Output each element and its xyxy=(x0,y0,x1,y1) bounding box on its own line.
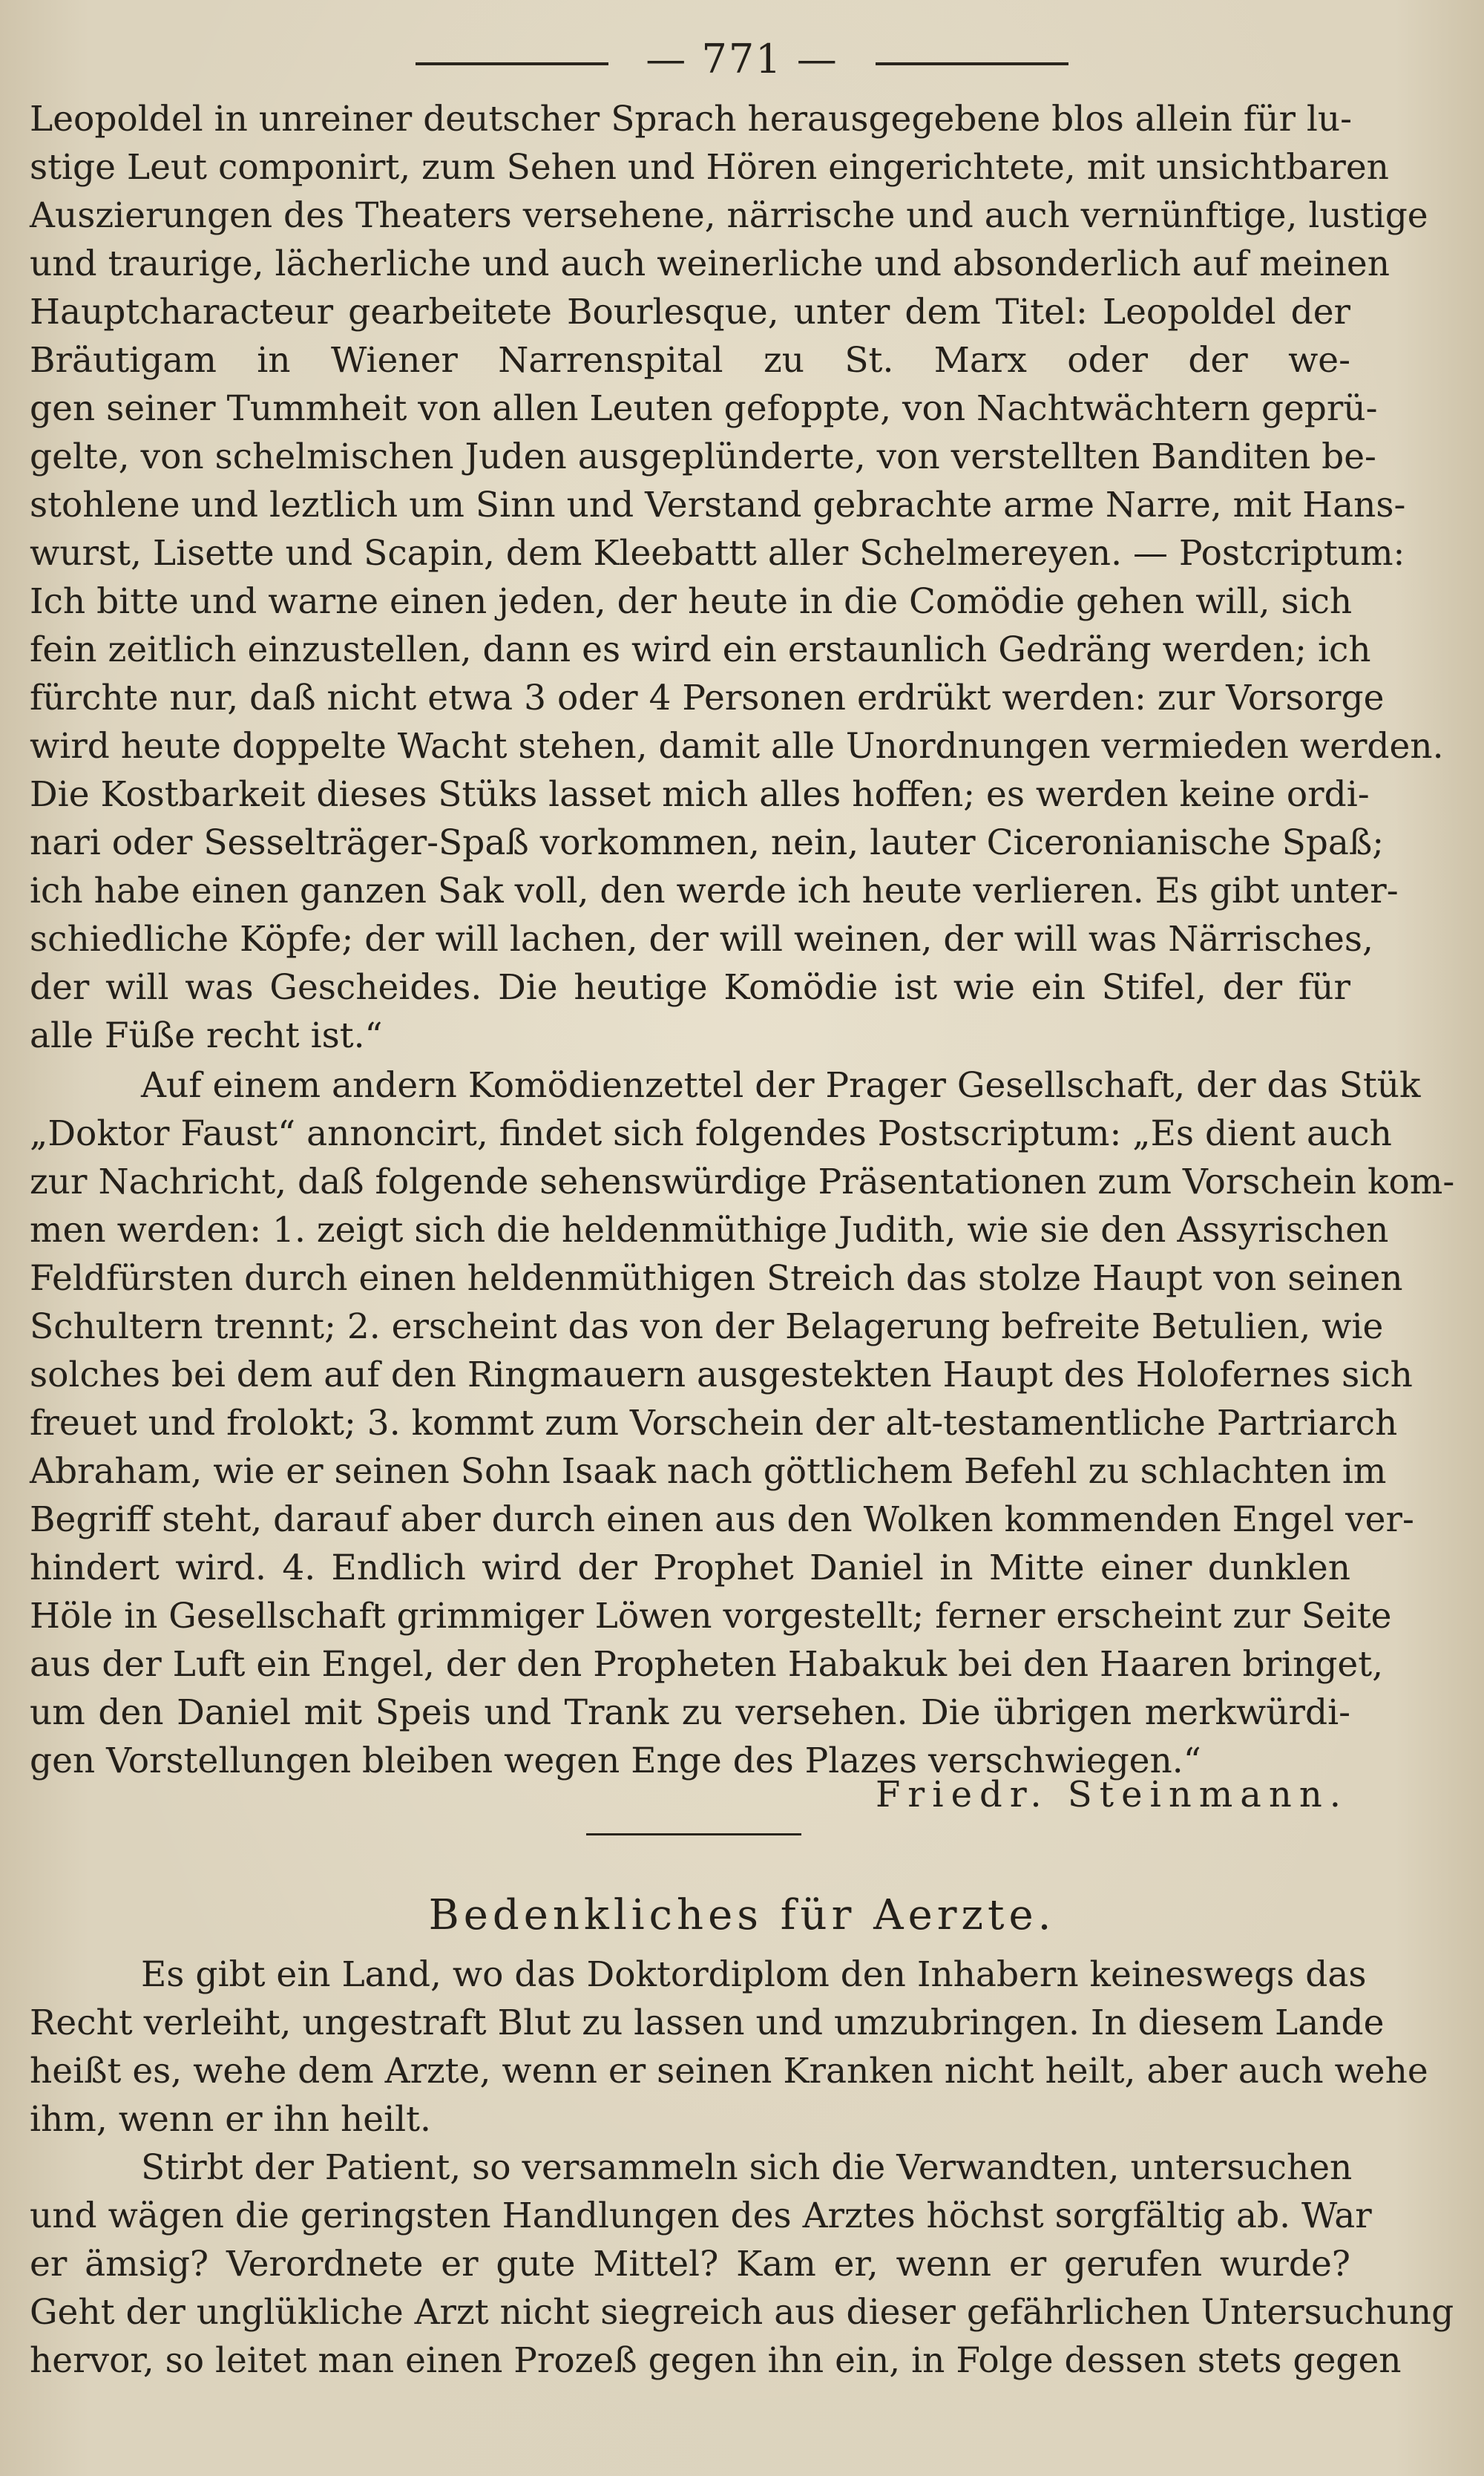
text-line: gen Vorstellungen bleiben wegen Enge des Plazes verschwiegen.“ xyxy=(30,1740,1201,1781)
text-line: fürchte nur, daß nicht etwa 3 oder 4 Personen erdrükt werden: zur Vorsorge xyxy=(30,678,1385,718)
text-line: wurst, Lisette und Scapin, dem Kleebattt aller Schelmereyen. — Postcriptum: xyxy=(30,533,1405,574)
text-line: Schultern trennt; 2. erscheint das von der Belagerung befreite Betulien, wie xyxy=(30,1306,1384,1347)
text-line: heißt es, wehe dem Arzte, wenn er seinen Kranken nicht heilt, aber auch wehe xyxy=(30,2051,1428,2092)
text-line: um den Daniel mit Speis und Trank zu versehen. Die übrigen merkwürdi- xyxy=(30,1692,1350,1733)
article1-paragraph-2 xyxy=(30,1061,1455,1785)
text-line: Recht verleiht, ungestraft Blut zu lassen und umzubringen. In diesem Lande xyxy=(30,2002,1385,2043)
text-line: stohlene und leztlich um Sinn und Verstand gebrachte arme Narre, mit Hans- xyxy=(30,485,1406,525)
text-line: hervor, so leitet man einen Prozeß gegen ihn ein, in Folge dessen stets gegen xyxy=(30,2340,1402,2381)
text-line: wird heute doppelte Wacht stehen, damit alle Unordnungen vermieden werden. xyxy=(30,726,1444,767)
section-divider xyxy=(586,1833,801,1835)
text-line: Geht der unglükliche Arzt nicht siegreich aus dieser gefährlichen Untersuchung xyxy=(30,2292,1454,2333)
text-line: Abraham, wie er seinen Sohn Isaak nach göttlichem Befehl zu schlachten im xyxy=(30,1451,1387,1492)
text-line: nari oder Sesselträger-Spaß vorkommen, nein, lauter Ciceronianische Spaß; xyxy=(30,822,1385,863)
text-line: Höle in Gesellschaft grimmiger Löwen vorgestellt; ferner erscheint zur Seite xyxy=(30,1596,1392,1637)
text-line: zur Nachricht, daß folgende sehenswürdige Präsentationen zum Vorschein kom- xyxy=(30,1162,1455,1202)
article2-body xyxy=(30,1951,1454,2385)
text-line: solches bei dem auf den Ringmauern ausgestekten Haupt des Holofernes sich xyxy=(30,1355,1413,1395)
text-line: schiedliche Köpfe; der will lachen, der will weinen, der will was Närrisches, xyxy=(30,919,1373,960)
article-heading: Bedenkliches für Aerzte. xyxy=(428,1891,1056,1939)
text-line: der will was Gescheides. Die heutige Komödie ist wie ein Stifel, der für xyxy=(30,967,1350,1008)
text-line: und traurige, lächerliche und auch weinerliche und absonderlich auf meinen xyxy=(30,243,1390,284)
text-line: aus der Luft ein Engel, der den Propheten Habakuk bei den Haaren bringet, xyxy=(30,1644,1384,1685)
text-line: alle Füße recht ist.“ xyxy=(30,1015,383,1056)
text-line: Auf einem andern Komödienzettel der Prager Gesellschaft, der das Stük xyxy=(141,1065,1421,1106)
text-line: gen seiner Tummheit von allen Leuten gefoppte, von Nachtwächtern geprü- xyxy=(30,388,1378,429)
text-line: Begriff steht, darauf aber durch einen aus den Wolken kommenden Engel ver- xyxy=(30,1499,1414,1540)
text-line: stige Leut componirt, zum Sehen und Hören eingerichtete, mit unsichtbaren xyxy=(30,147,1389,188)
text-line: fein zeitlich einzustellen, dann es wird ein erstaunlich Gedräng werden; ich xyxy=(30,629,1371,670)
text-line: Auszierungen des Theaters versehene, närrische und auch vernünftige, lustige xyxy=(30,195,1428,236)
text-line: Die Kostbarkeit dieses Stüks lasset mich alles hoffen; es werden keine ordi- xyxy=(30,774,1370,815)
text-line: „Doktor Faust“ annoncirt, findet sich folgendes Postscriptum: „Es dient auch xyxy=(30,1113,1392,1154)
text-line: freuet und frolokt; 3. kommt zum Vorschein der alt-testamentliche Partriarch xyxy=(30,1403,1398,1444)
text-line: ich habe einen ganzen Sak voll, den werde ich heute verlieren. Es gibt unter- xyxy=(30,871,1399,911)
text-line: er ämsig? Verordnete er gute Mittel? Kam er, wenn er gerufen wurde? xyxy=(30,2244,1350,2285)
text-line: und wägen die geringsten Handlungen des Arztes höchst sorgfältig ab. War xyxy=(30,2195,1372,2236)
page-number: — 771 — xyxy=(401,36,1083,82)
text-line: Bräutigam in Wiener Narrenspital zu St. Marx oder der we- xyxy=(30,340,1350,381)
text-line: men werden: 1. zeigt sich die heldenmüthige Judith, wie sie den Assyrischen xyxy=(30,1210,1389,1251)
text-line: Es gibt ein Land, wo das Doktordiplom den Inhabern keineswegs das xyxy=(141,1954,1367,1995)
text-line: Stirbt der Patient, so versammeln sich die Verwandten, untersuchen xyxy=(141,2147,1353,2188)
text-line: hindert wird. 4. Endlich wird der Prophet Daniel in Mitte einer dunklen xyxy=(30,1548,1350,1588)
text-line: ihm, wenn er ihn heilt. xyxy=(30,2099,431,2140)
text-line: Hauptcharacteur gearbeitete Bourlesque, unter dem Titel: Leopoldel der xyxy=(30,292,1350,333)
text-line: Leopoldel in unreiner deutscher Sprach herausgegebene blos allein für lu- xyxy=(30,99,1353,140)
author-signature: Friedr. Steinmann. xyxy=(876,1774,1348,1815)
text-line: Feldfürsten durch einen heldenmüthigen Streich das stolze Haupt von seinen xyxy=(30,1258,1403,1299)
text-line: Ich bitte und warne einen jeden, der heute in die Comödie gehen will, sich xyxy=(30,581,1353,622)
article1-paragraph-1 xyxy=(30,95,1444,1060)
text-line: gelte, von schelmischen Juden ausgeplünderte, von verstellten Banditen be- xyxy=(30,436,1376,477)
